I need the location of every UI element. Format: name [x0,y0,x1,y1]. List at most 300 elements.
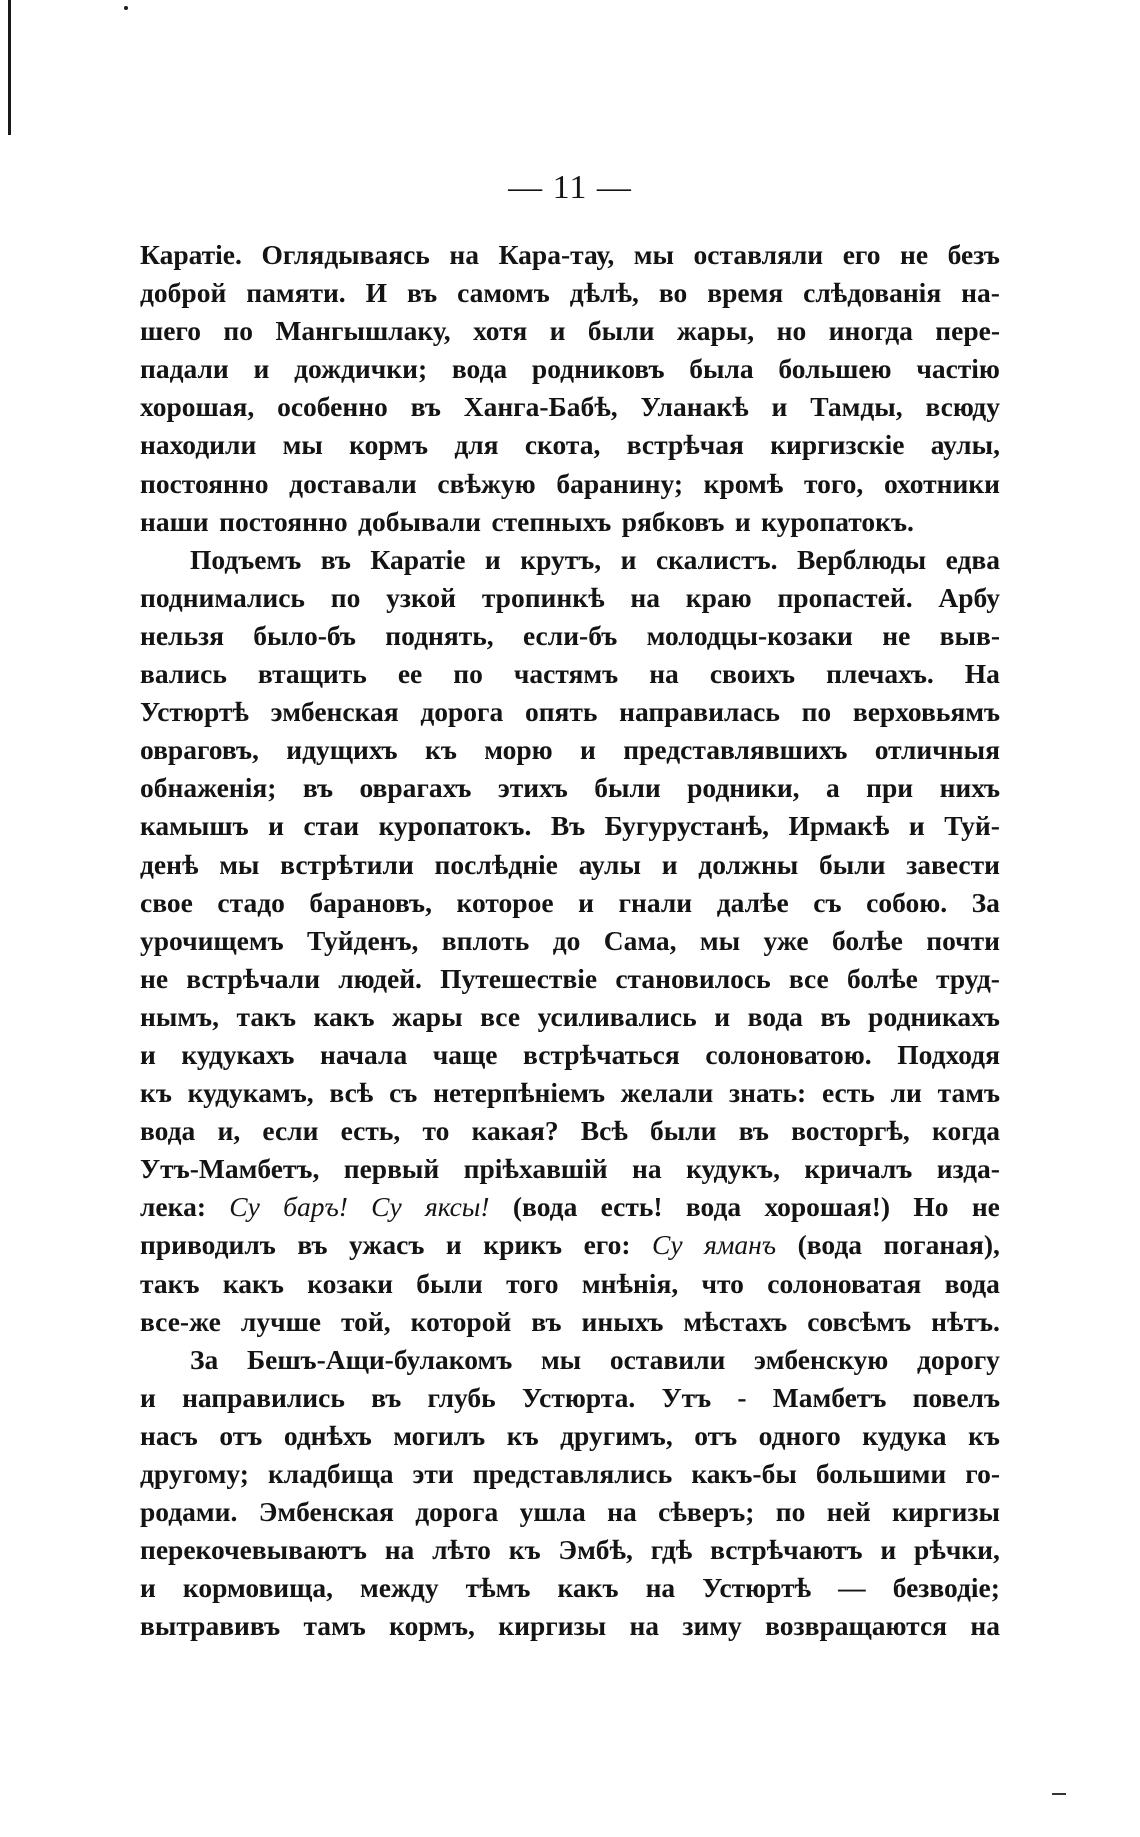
word: вались [140,658,227,690]
word: камышъ [140,810,249,842]
word: Уланакѣ [640,391,749,423]
word: плечахъ. [826,658,934,690]
word: отъ [694,1419,738,1451]
word: и [445,1229,462,1261]
word: вода [944,1267,1000,1299]
word: доставали [289,467,417,499]
word: болѣе [846,962,918,994]
word: этихъ [497,772,568,804]
word: къ [424,734,457,766]
word: одного [758,1419,841,1451]
word: пріѣхавшій [463,1153,608,1185]
word: при [866,772,914,804]
word: ушла [519,1496,586,1528]
word: и, [217,1115,241,1147]
word: съ [813,886,842,918]
text-line [140,503,1000,541]
word: Утъ-Мамбетъ, [140,1153,320,1185]
word: Каратіе. [140,239,242,270]
word: эмбенская [270,696,399,728]
word: скалистъ. [655,543,778,575]
text-line [140,1455,1000,1493]
word: и [578,886,594,918]
word: въ [820,1000,851,1032]
word: постоянно [140,467,269,499]
word: насъ [140,1419,198,1451]
word: на- [961,277,1000,309]
word: идущихъ [286,734,398,766]
word: на [630,581,660,613]
word: все [480,1000,521,1032]
word: на [649,658,679,690]
word: выв- [939,619,1000,651]
word: другому; [140,1458,249,1489]
word: которое [456,886,554,918]
text-line [140,960,1000,998]
word: какъ [222,1267,284,1299]
word: свѣжую [437,467,536,499]
word: своихъ [709,658,796,690]
word: На [964,658,1000,690]
word: родники, [687,772,800,804]
word: За [971,886,1000,918]
word: какъ-бы [691,1458,797,1489]
word: встрѣчая [626,429,744,461]
word: на [384,1534,415,1566]
word: какая? [471,1115,559,1147]
word: крикъ [483,1229,563,1261]
word: все-же [140,1305,221,1337]
word: и [253,353,270,385]
word: Каратіе [370,543,466,575]
word: урочищемъ [140,924,284,956]
word: иногда [828,315,913,347]
word: представлявшихъ [623,734,848,766]
word: безводіе; [892,1572,1000,1604]
word: перекочевываютъ [140,1534,367,1566]
word: степныхъ [491,505,612,537]
word: дорога [420,696,504,728]
word: Подходя [897,1038,1000,1070]
word: свое [140,886,193,918]
word: усиливались [537,1000,697,1032]
word: родами. [140,1496,238,1528]
word: эти [412,1458,454,1489]
word: Бугурустанѣ, [604,810,769,842]
word: Бешъ-Ащи-булакомъ [246,1343,513,1375]
word: гнали [618,886,693,918]
text-line [140,1379,1000,1417]
word: желали [620,1077,714,1109]
word: оврагахъ [359,772,472,804]
word: добывали [358,505,482,537]
word: постоянно [219,505,348,537]
word: Ханга-Бабѣ, [463,391,618,423]
word: какъ [557,1572,619,1604]
word: Сама, [603,924,677,956]
word: къ [968,1419,1000,1451]
word: наши [140,505,209,537]
word: нетерпѣніемъ [433,1077,605,1109]
word: нихъ [939,772,1000,804]
word: вода [451,353,508,385]
word: поднимались [140,581,305,613]
text-line [140,1074,1000,1112]
word: его: [583,1229,631,1261]
word: ней [826,1496,871,1528]
word: частію [916,353,1000,385]
word: Но [913,1191,949,1223]
word: гдѣ [650,1534,693,1566]
word: той, [341,1305,391,1337]
word: и [908,810,925,842]
word: такъ [236,1000,296,1032]
word: отличныя [874,734,1000,766]
word: дѣлѣ, [569,277,639,309]
word: барановъ, [309,886,432,918]
word: знать: [729,1077,807,1109]
word: сѣверъ; [658,1496,755,1528]
word: мы [633,239,674,270]
word: Су [229,1191,260,1223]
word: пропастей. [777,581,913,613]
word: Мангышлаку, [275,315,451,347]
word: нѣтъ. [931,1305,1000,1337]
word: когда [931,1115,1000,1147]
word: крутъ, [520,543,602,575]
word: тропинкѣ [481,581,605,613]
word: нельзя [140,619,224,651]
word: кормъ [349,429,428,461]
word: Устюртѣ [702,1572,812,1604]
text-line [140,312,1000,350]
word: находили [140,429,257,461]
word: и [661,848,678,880]
word: оставили [609,1343,726,1375]
word: скота, [524,429,601,461]
word: козаки [307,1267,393,1299]
word: рябковъ [621,505,725,537]
word: его [842,239,881,270]
text-line [140,1493,1000,1531]
word: жары, [676,315,755,347]
word: то [422,1115,450,1147]
word: и [620,543,637,575]
word: Подъемъ [190,543,302,575]
word: Всѣ [580,1115,628,1147]
word: доброй [140,277,227,309]
word: и [140,1038,156,1070]
text-line [140,922,1000,960]
text-line [140,579,1000,617]
word: аулы, [930,429,1000,461]
word: яксы! [425,1191,490,1223]
word: киргизы [498,1610,607,1642]
word: За [190,1343,219,1375]
word: киргизскіе [770,429,905,461]
word: были [819,848,886,880]
word: на [607,1496,637,1528]
text-line [140,998,1000,1036]
word: всѣ [329,1077,374,1109]
word: уже [763,924,809,956]
word: на [629,1610,660,1642]
word: поднять, [385,619,494,651]
word: по [801,696,832,728]
word: и [484,543,501,575]
scan-binding-edge [8,0,11,135]
word: а [825,772,840,804]
word: должны [698,848,799,880]
word: Путешествіе [440,962,598,994]
word: того, [803,467,864,499]
word: такъ [140,1267,200,1299]
word: молодцы-козаки [646,619,853,651]
word: встрѣчаться [523,1038,680,1070]
word: встрѣтили [280,848,414,880]
word: и [580,734,596,766]
word: возвращаются [765,1610,948,1642]
word: — [838,1572,866,1604]
word: большею [778,353,892,385]
text-line [140,541,1000,579]
word: особенно [277,391,388,423]
word: людей. [338,962,422,994]
word: самомъ [457,277,550,309]
word: до [552,924,581,956]
text-line [140,693,1000,731]
word: хорошая, [140,391,255,423]
word: есть! [600,1191,663,1223]
word: стадо [217,886,285,918]
word: дорога [415,1496,499,1528]
word: во [658,277,688,309]
word: по [330,581,361,613]
word: вытравивъ [140,1610,281,1642]
word: обнаженія; [140,772,277,804]
word: и [140,1572,156,1604]
word: зиму [682,1610,742,1642]
word: восторгѣ, [791,1115,910,1147]
word: аулы [578,848,641,880]
word: чаще [432,1038,498,1070]
scan-speck [124,6,128,10]
word: солоноватою. [705,1038,872,1070]
word: совсѣмъ [807,1305,912,1337]
word: кудукъ, [686,1153,780,1185]
word: солоноватая [767,1267,922,1299]
word: съ [389,1077,418,1109]
word: глубь [427,1381,496,1413]
text-line [140,846,1000,884]
word: лека: [140,1191,206,1223]
word: частямъ [513,658,619,690]
word: кричалъ [804,1153,913,1185]
page-number: — 11 — [508,169,632,206]
word: верховьямъ [852,696,1000,728]
text-line [140,1036,1000,1074]
word: Эмбѣ, [558,1534,633,1566]
word: дорогу [916,1343,1000,1375]
word: ужасъ [349,1229,425,1261]
word: направились [182,1381,345,1413]
word: приводилъ [140,1229,276,1261]
word: Ирмакѣ [788,810,890,842]
word: не [971,1191,1000,1223]
word: родниковъ [531,353,665,385]
text-line [140,1112,1000,1150]
word: киргизы [892,1496,1000,1528]
word: мы [699,924,741,956]
word: пере- [935,315,1000,347]
word: ее [397,658,423,690]
text-line [140,236,1000,274]
word: кудука [862,1419,947,1451]
word: для [454,429,499,461]
word: куропатокъ. [761,505,914,537]
word: были [587,315,655,347]
word: охотники [883,467,1000,499]
text-line [140,1265,1000,1303]
word: болѣе [831,924,903,956]
word: вода [747,1000,803,1032]
word: Су [652,1229,683,1261]
word: и [549,315,566,347]
word: мы [540,1343,582,1375]
word: Тамды, [810,391,903,423]
word: тѣмъ [465,1572,531,1604]
word: въ [406,277,438,309]
word: овраговъ, [140,734,259,766]
word: Устюрта. [521,1381,636,1413]
word: представлялись [472,1458,673,1489]
word: къ [140,1077,172,1109]
text-line [140,1607,1000,1645]
text-line [140,1341,1000,1379]
word: вода [685,1191,742,1223]
word: въ [320,543,351,575]
word: рѣчки, [914,1534,1000,1566]
word: какъ [313,1000,375,1032]
word: едва [945,543,1000,575]
text-line [140,884,1000,922]
word: къ [508,1534,541,1566]
word: Верблюды [796,543,927,575]
word: собою. [866,886,948,918]
text-line [140,465,1000,503]
word: другимъ, [560,1419,673,1451]
word: которой [410,1305,512,1337]
word: далѣе [716,886,789,918]
word: большими [815,1458,947,1489]
word: памяти. [246,277,346,309]
word: если-бъ [523,619,618,651]
word: лучше [240,1305,322,1337]
word: эмбенскую [754,1343,889,1375]
text-line [140,1150,1000,1188]
text-line [140,731,1000,769]
word: есть, [340,1115,401,1147]
word: послѣдніе [434,848,558,880]
word: кормовища, [182,1572,333,1604]
word: кудукамъ, [187,1077,314,1109]
word: дождички; [294,353,428,385]
word: и [140,1381,156,1413]
word: было-бъ [253,619,356,651]
word: не [140,962,169,994]
word: кормъ, [389,1610,475,1642]
word: въ [371,1381,402,1413]
text-line [140,1569,1000,1607]
word: Утъ [661,1381,712,1413]
word: становилось [615,962,771,994]
word: изда- [936,1153,1000,1185]
word: тамъ [303,1610,366,1642]
word: на [449,239,480,270]
word: оставляли [693,239,824,270]
word: Туйденъ, [306,924,419,956]
word: если [262,1115,319,1147]
word: (вода [512,1191,578,1223]
word: въ [302,772,334,804]
text-line [140,1226,1000,1264]
word: мнѣнія, [581,1267,679,1299]
word: но [776,315,807,347]
word: мы [282,429,323,461]
word: время [707,277,784,309]
word: на [645,1572,676,1604]
word: по [775,1496,806,1528]
word: кладбища [267,1458,394,1489]
word: что [701,1267,744,1299]
word: Мамбетъ [772,1381,887,1413]
word: яманъ [704,1229,777,1261]
word: не [882,619,911,651]
word: Арбу [938,581,1000,613]
word: лѣто [432,1534,491,1566]
word: отъ [219,1419,263,1451]
word: есть [821,1077,875,1109]
word: краю [685,581,752,613]
word: въ [738,1115,769,1147]
word: въ [297,1229,328,1261]
word: Эмбенская [258,1496,394,1528]
word: первый [343,1153,440,1185]
word: иныхъ [581,1305,664,1337]
word: все [788,962,829,994]
word: почти [926,924,1000,956]
word: (вода [797,1229,863,1261]
word: го- [965,1458,1000,1489]
text-line [140,769,1000,807]
text-line [140,1188,1000,1226]
word: Туй- [944,810,1000,842]
text-line [140,807,1000,845]
word: встрѣчаютъ [710,1534,863,1566]
word: между [360,1572,439,1604]
word: того [506,1267,559,1299]
word: были [416,1267,483,1299]
word: Су [371,1191,402,1223]
scan-speck [1052,1793,1066,1795]
text-body [140,236,1000,1645]
word: въ [531,1305,562,1337]
word: стаи [303,810,360,842]
text-line [140,388,1000,426]
text-line [140,350,1000,388]
word: не [900,239,929,270]
word: шего [140,315,201,347]
